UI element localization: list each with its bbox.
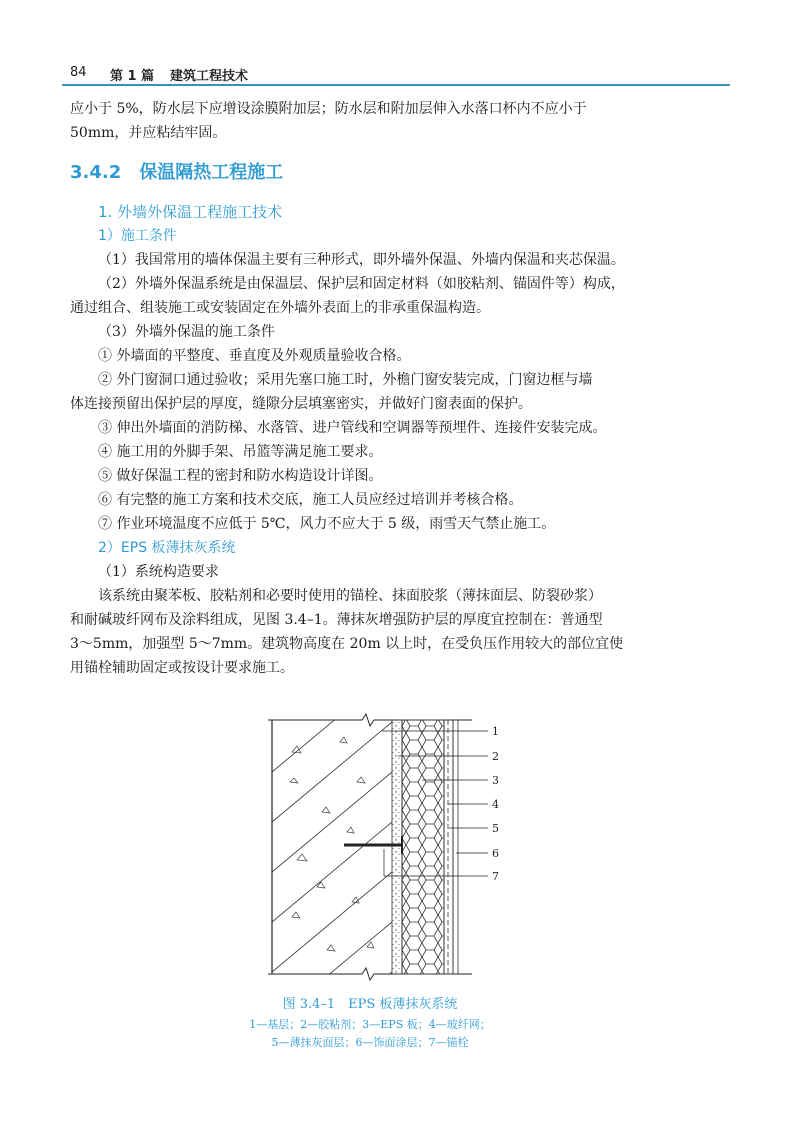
- subsubsection-heading: 2）EPS 板薄抹灰系统: [98, 540, 236, 556]
- text-line: ② 外门窗洞口通过验收；采用先塞口施工时，外檐门窗安装完成，门窗边框与墙: [98, 372, 593, 388]
- text-line: 通过组合、组装施工或安装固定在外墙外表面上的非承重保温构造。: [70, 300, 490, 316]
- base-wall-layer: [272, 712, 392, 982]
- callout-label: 4: [492, 798, 499, 811]
- intro-paragraph: [70, 97, 726, 145]
- thin-plaster-layer: [444, 720, 453, 974]
- figure-caption: 图 3.4–1 EPS 板薄抹灰系统: [282, 997, 458, 1012]
- text-line: （3）外墙外保温的施工条件: [98, 324, 275, 340]
- text-line: 3～5mm，加强型 5～7mm。建筑物高度在 20m 以上时，在受负压作用较大的部位宜使: [70, 636, 624, 652]
- text-line: ③ 伸出外墙面的消防梯、水落管、进户管线和空调器等预埋件、连接件安装完成。: [98, 420, 607, 436]
- text-line: （1）我国常用的墙体保温主要有三种形式，即外墙外保温、外墙内保温和夹芯保温。: [98, 252, 625, 268]
- part-label: 第 1 篇: [110, 69, 155, 84]
- subsection-heading: 1. 外墙外保温工程施工技术: [98, 203, 283, 221]
- header-rule: [62, 84, 730, 86]
- text-line: ⑤ 做好保温工程的密封和防水构造设计详图。: [98, 468, 383, 484]
- text-line: 该系统由聚苯板、胶粘剂和必要时使用的锚栓、抹面胶浆（薄抹面层、防裂砂浆）: [98, 588, 602, 604]
- text-line: （1）系统构造要求: [98, 564, 219, 580]
- text-line: 用锚栓辅助固定或按设计要求施工。: [70, 660, 294, 676]
- section-title: 保温隔热工程施工: [139, 162, 284, 183]
- adhesive-layer: [392, 720, 402, 974]
- text-line: （2）外墙外保温系统是由保温层、保护层和固定材料（如胶粘剂、锚固件等）构成，: [98, 276, 625, 292]
- figure-legend: 1—基层；2—胶粘剂；3—EPS 板；4—玻纤网；: [249, 1018, 491, 1031]
- figure-legend: 5—薄抹灰面层；6—饰面涂层；7—锚栓: [271, 1036, 469, 1049]
- main-text: [70, 200, 726, 680]
- section-heading: [70, 158, 283, 184]
- text-line: 应小于 5%，防水层下应增设涂膜附加层；防水层和附加层伸入水落口杯内不应小于: [70, 101, 587, 117]
- subsubsection-heading: 1）施工条件: [98, 228, 177, 244]
- callout-label: 3: [492, 774, 499, 787]
- page-number: 84: [70, 65, 87, 80]
- callout-label: 7: [492, 870, 499, 883]
- text-line: 和耐碱玻纤网布及涂料组成，见图 3.4–1。薄抹灰增强防护层的厚度宜控制在：普通型: [70, 612, 603, 628]
- text-line: 体连接预留出保护层的厚度，缝隙分层填塞密实，并做好门窗表面的保护。: [70, 396, 532, 412]
- text-line: ⑥ 有完整的施工方案和技术交底，施工人员应经过培训并考核合格。: [98, 492, 523, 508]
- callout-label: 6: [492, 847, 499, 860]
- text-line: 50mm，并应粘结牢固。: [70, 125, 227, 141]
- text-line: ④ 施工用的外脚手架、吊篮等满足施工要求。: [98, 444, 383, 460]
- callout-label: 1: [492, 725, 499, 738]
- book-title: 建筑工程技术: [170, 69, 249, 84]
- text-line: ① 外墙面的平整度、垂直度及外观质量验收合格。: [98, 348, 411, 364]
- callout-label: 5: [492, 822, 499, 835]
- eps-system-diagram: [262, 712, 512, 982]
- eps-board-layer: [402, 720, 444, 974]
- section-number: 3.4.2: [70, 162, 122, 183]
- text-line: ⑦ 作业环境温度不应低于 5℃，风力不应大于 5 级，雨雪天气禁止施工。: [98, 516, 556, 532]
- finish-coating-layer: [453, 720, 458, 974]
- running-header: [70, 62, 730, 86]
- callout-label: 2: [492, 750, 499, 763]
